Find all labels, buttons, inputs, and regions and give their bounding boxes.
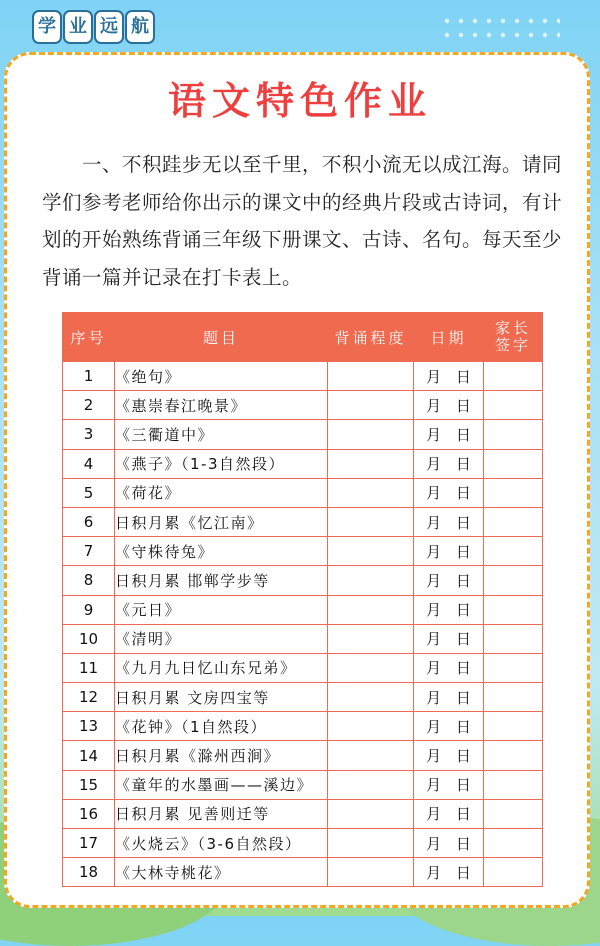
row-progress-cell[interactable] — [328, 391, 414, 420]
row-parent-signature-cell[interactable] — [484, 653, 543, 682]
row-number: 9 — [63, 595, 115, 624]
table-row — [63, 449, 543, 478]
row-number: 2 — [63, 391, 115, 420]
table-row — [63, 770, 543, 799]
row-number: 3 — [63, 420, 115, 449]
table-row — [63, 712, 543, 741]
row-date-cell[interactable]: 月 日 — [414, 478, 484, 507]
table-row — [63, 653, 543, 682]
row-date-cell[interactable]: 月 日 — [414, 741, 484, 770]
row-parent-signature-cell[interactable] — [484, 478, 543, 507]
row-title: 《花钟》（1自然段） — [115, 712, 328, 741]
row-title: 《守株待兔》 — [115, 537, 328, 566]
header-parent-line1: 家长 — [494, 319, 531, 337]
row-title: 《燕子》（1-3自然段） — [115, 449, 328, 478]
row-title: 日积月累《忆江南》 — [115, 507, 328, 536]
row-date-cell[interactable]: 月 日 — [414, 449, 484, 478]
row-parent-signature-cell[interactable] — [484, 741, 543, 770]
intro-paragraph: 一、不积跬步无以至千里，不积小流无以成江海。请同学们参考老师给你出示的课文中的经典片段或古诗词，有计划的开始熟练背诵三年级下册课文、古诗、名句。每天至少背诵一篇并记录在打卡表上。 — [42, 153, 563, 289]
row-number: 10 — [63, 624, 115, 653]
row-progress-cell[interactable] — [328, 566, 414, 595]
row-title: 《九月九日忆山东兄弟》 — [115, 653, 328, 682]
row-number: 6 — [63, 507, 115, 536]
table-row — [63, 507, 543, 536]
row-date-cell[interactable]: 月 日 — [414, 624, 484, 653]
row-date-cell[interactable]: 月 日 — [414, 653, 484, 682]
row-progress-cell[interactable] — [328, 595, 414, 624]
table-row — [63, 829, 543, 858]
row-title: 《三衢道中》 — [115, 420, 328, 449]
row-title: 日积月累 邯郸学步等 — [115, 566, 328, 595]
row-date-cell[interactable]: 月 日 — [414, 420, 484, 449]
row-title: 《元日》 — [115, 595, 328, 624]
row-date-cell[interactable]: 月 日 — [414, 770, 484, 799]
header-date: 日期 — [414, 313, 484, 362]
header-title: 题目 — [115, 313, 328, 362]
table-row — [63, 799, 543, 828]
row-date-cell[interactable]: 月 日 — [414, 595, 484, 624]
row-parent-signature-cell[interactable] — [484, 624, 543, 653]
row-progress-cell[interactable] — [328, 799, 414, 828]
table-row — [63, 858, 543, 887]
row-parent-signature-cell[interactable] — [484, 595, 543, 624]
row-title: 日积月累《滁州西涧》 — [115, 741, 328, 770]
row-number: 12 — [63, 683, 115, 712]
row-title: 《绝句》 — [115, 362, 328, 391]
row-number: 4 — [63, 449, 115, 478]
row-number: 16 — [63, 799, 115, 828]
table-row — [63, 537, 543, 566]
row-parent-signature-cell[interactable] — [484, 391, 543, 420]
row-title: 日积月累 见善则迁等 — [115, 799, 328, 828]
row-progress-cell[interactable] — [328, 624, 414, 653]
brand-char: 学 — [32, 10, 62, 44]
row-progress-cell[interactable] — [328, 449, 414, 478]
table-row — [63, 391, 543, 420]
row-parent-signature-cell[interactable] — [484, 537, 543, 566]
row-parent-signature-cell[interactable] — [484, 799, 543, 828]
row-progress-cell[interactable] — [328, 741, 414, 770]
row-progress-cell[interactable] — [328, 362, 414, 391]
brand-char: 业 — [63, 10, 93, 44]
row-progress-cell[interactable] — [328, 537, 414, 566]
row-date-cell[interactable]: 月 日 — [414, 799, 484, 828]
page-title: 语文特色作业 — [167, 78, 432, 123]
table-row — [63, 420, 543, 449]
row-date-cell[interactable]: 月 日 — [414, 566, 484, 595]
row-number: 1 — [63, 362, 115, 391]
row-number: 8 — [63, 566, 115, 595]
row-date-cell[interactable]: 月 日 — [414, 858, 484, 887]
row-parent-signature-cell[interactable] — [484, 507, 543, 536]
row-date-cell[interactable]: 月 日 — [414, 362, 484, 391]
row-title: 《惠崇春江晚景》 — [115, 391, 328, 420]
brand-logo — [32, 10, 155, 44]
checkin-table — [62, 312, 543, 887]
row-progress-cell[interactable] — [328, 478, 414, 507]
row-parent-signature-cell[interactable] — [484, 858, 543, 887]
row-progress-cell[interactable] — [328, 420, 414, 449]
row-title: 日积月累 文房四宝等 — [115, 683, 328, 712]
table-row — [63, 478, 543, 507]
row-date-cell[interactable]: 月 日 — [414, 391, 484, 420]
row-date-cell[interactable]: 月 日 — [414, 712, 484, 741]
row-number: 14 — [63, 741, 115, 770]
row-number: 17 — [63, 829, 115, 858]
row-number: 18 — [63, 858, 115, 887]
row-progress-cell[interactable] — [328, 507, 414, 536]
brand-char: 远 — [94, 10, 124, 44]
row-progress-cell[interactable] — [328, 712, 414, 741]
background-dots — [440, 14, 560, 44]
row-parent-signature-cell[interactable] — [484, 566, 543, 595]
row-parent-signature-cell[interactable] — [484, 770, 543, 799]
row-date-cell[interactable]: 月 日 — [414, 507, 484, 536]
row-title: 《荷花》 — [115, 478, 328, 507]
table-header-row — [63, 313, 543, 362]
table-row — [63, 566, 543, 595]
row-date-cell[interactable]: 月 日 — [414, 829, 484, 858]
table-row — [63, 362, 543, 391]
row-parent-signature-cell[interactable] — [484, 449, 543, 478]
row-title: 《童年的水墨画——溪边》 — [115, 770, 328, 799]
row-number: 5 — [63, 478, 115, 507]
row-title: 《火烧云》（3-6自然段） — [115, 829, 328, 858]
header-number: 序号 — [63, 313, 115, 362]
header-parent-signature — [484, 313, 543, 362]
row-date-cell[interactable]: 月 日 — [414, 537, 484, 566]
row-number: 7 — [63, 537, 115, 566]
row-progress-cell[interactable] — [328, 770, 414, 799]
row-progress-cell[interactable] — [328, 683, 414, 712]
row-title: 《大林寺桃花》 — [115, 858, 328, 887]
row-parent-signature-cell[interactable] — [484, 712, 543, 741]
row-parent-signature-cell[interactable] — [484, 362, 543, 391]
table-row — [63, 683, 543, 712]
row-number: 15 — [63, 770, 115, 799]
table-row — [63, 624, 543, 653]
row-parent-signature-cell[interactable] — [484, 683, 543, 712]
table-row — [63, 595, 543, 624]
header-progress: 背诵程度 — [328, 313, 414, 362]
table-row — [63, 741, 543, 770]
row-progress-cell[interactable] — [328, 829, 414, 858]
row-number: 11 — [63, 653, 115, 682]
row-date-cell[interactable]: 月 日 — [414, 683, 484, 712]
row-progress-cell[interactable] — [328, 653, 414, 682]
row-parent-signature-cell[interactable] — [484, 829, 543, 858]
row-parent-signature-cell[interactable] — [484, 420, 543, 449]
row-title: 《清明》 — [115, 624, 328, 653]
row-progress-cell[interactable] — [328, 858, 414, 887]
brand-char: 航 — [125, 10, 155, 44]
header-parent-line2: 签字 — [494, 336, 531, 354]
row-number: 13 — [63, 712, 115, 741]
